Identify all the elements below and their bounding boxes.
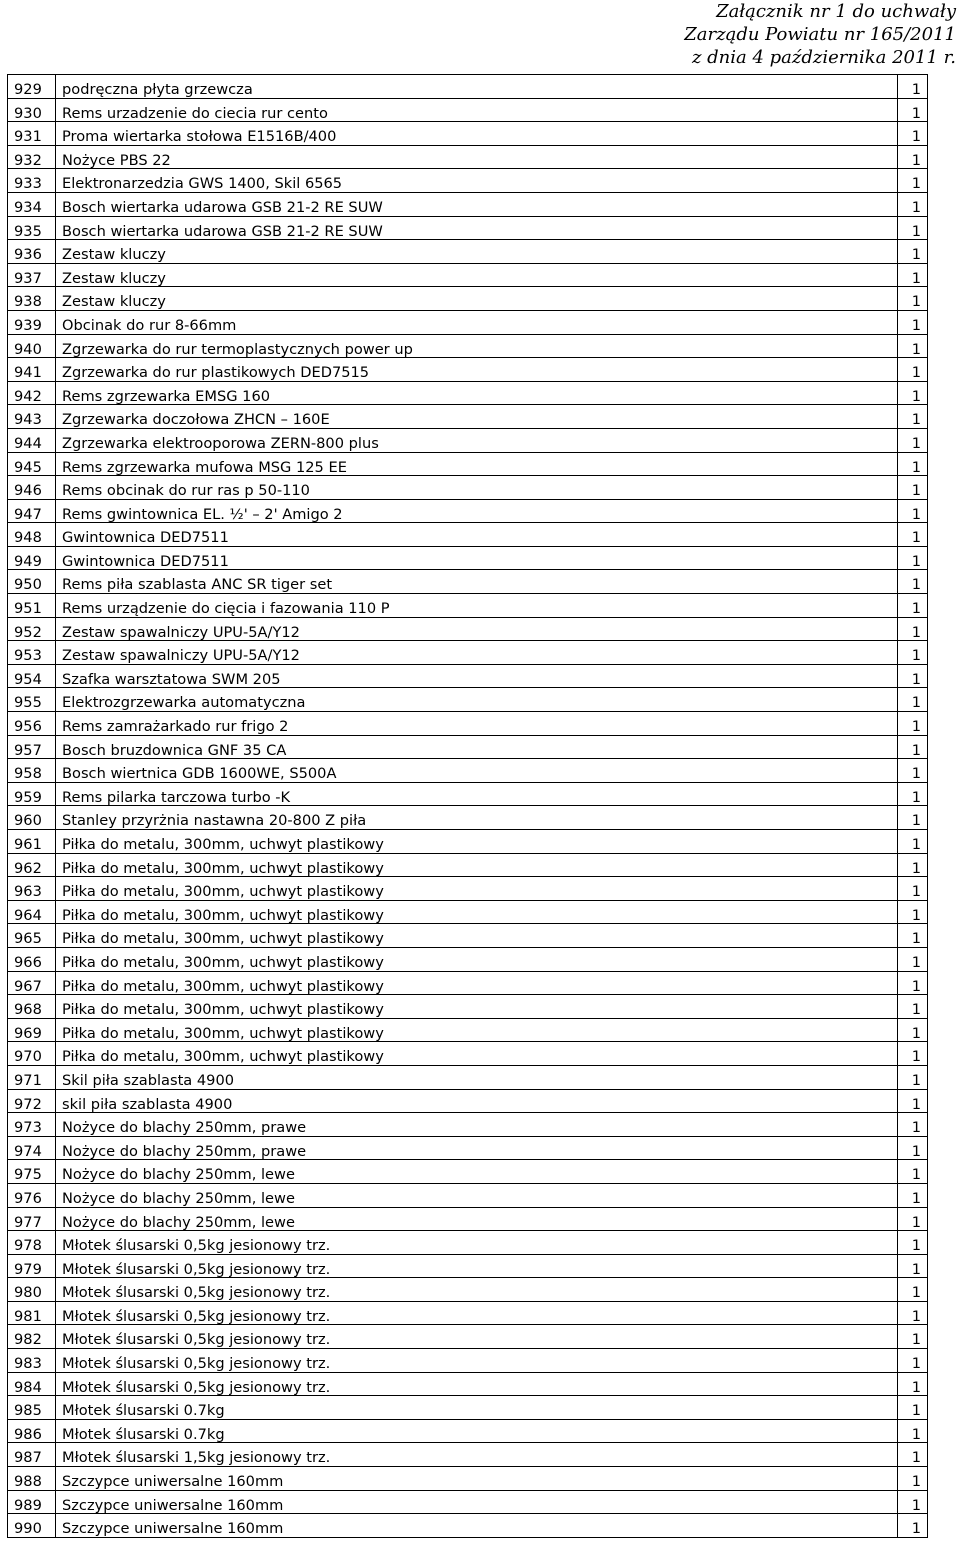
item-quantity: 1 <box>898 995 928 1019</box>
item-name: Nożyce do blachy 250mm, lewe <box>56 1160 898 1184</box>
item-name: Młotek ślusarski 0,5kg jesionowy trz. <box>56 1325 898 1349</box>
table-row <box>8 334 928 358</box>
table-row <box>8 452 928 476</box>
row-number: 979 <box>8 1254 56 1278</box>
item-quantity: 1 <box>898 1467 928 1491</box>
table-row <box>8 381 928 405</box>
item-name: Młotek ślusarski 0,5kg jesionowy trz. <box>56 1231 898 1255</box>
table-row <box>8 523 928 547</box>
item-name: Młotek ślusarski 0.7kg <box>56 1396 898 1420</box>
item-quantity: 1 <box>898 594 928 618</box>
item-name: Piłka do metalu, 300mm, uchwyt plastikowy <box>56 947 898 971</box>
item-quantity: 1 <box>898 806 928 830</box>
item-quantity: 1 <box>898 1372 928 1396</box>
item-quantity: 1 <box>898 122 928 146</box>
table-row <box>8 853 928 877</box>
table-row <box>8 428 928 452</box>
table-row <box>8 75 928 99</box>
item-quantity: 1 <box>898 1325 928 1349</box>
table-row <box>8 1372 928 1396</box>
table-row <box>8 1042 928 1066</box>
table-row <box>8 1490 928 1514</box>
item-quantity: 1 <box>898 1301 928 1325</box>
row-number: 963 <box>8 877 56 901</box>
item-name: Młotek ślusarski 0,5kg jesionowy trz. <box>56 1349 898 1373</box>
item-quantity: 1 <box>898 452 928 476</box>
row-number: 975 <box>8 1160 56 1184</box>
table-row <box>8 995 928 1019</box>
row-number: 929 <box>8 75 56 99</box>
item-name: Zgrzewarka doczołowa ZHCN – 160E <box>56 405 898 429</box>
item-name: Rems zamrażarkado rur frigo 2 <box>56 712 898 736</box>
row-number: 965 <box>8 924 56 948</box>
row-number: 934 <box>8 192 56 216</box>
item-quantity: 1 <box>898 853 928 877</box>
row-number: 986 <box>8 1419 56 1443</box>
table-row <box>8 216 928 240</box>
row-number: 968 <box>8 995 56 1019</box>
item-name: Zestaw spawalniczy UPU-5A/Y12 <box>56 617 898 641</box>
row-number: 956 <box>8 712 56 736</box>
table-row <box>8 1443 928 1467</box>
item-name: Młotek ślusarski 0.7kg <box>56 1419 898 1443</box>
item-quantity: 1 <box>898 334 928 358</box>
row-number: 937 <box>8 263 56 287</box>
table-row <box>8 240 928 264</box>
row-number: 951 <box>8 594 56 618</box>
item-name: Rems urzadzenie do ciecia rur cento <box>56 98 898 122</box>
item-quantity: 1 <box>898 240 928 264</box>
row-number: 959 <box>8 782 56 806</box>
item-quantity: 1 <box>898 570 928 594</box>
item-name: Proma wiertarka stołowa E1516B/400 <box>56 122 898 146</box>
attachment-header <box>636 0 956 69</box>
inventory-table-body <box>8 75 928 1538</box>
row-number: 969 <box>8 1018 56 1042</box>
row-number: 967 <box>8 971 56 995</box>
item-quantity: 1 <box>898 1113 928 1137</box>
row-number: 983 <box>8 1349 56 1373</box>
row-number: 990 <box>8 1514 56 1538</box>
item-name: Rems obcinak do rur ras p 50-110 <box>56 476 898 500</box>
table-row <box>8 1254 928 1278</box>
item-quantity: 1 <box>898 476 928 500</box>
item-quantity: 1 <box>898 169 928 193</box>
row-number: 973 <box>8 1113 56 1137</box>
row-number: 930 <box>8 98 56 122</box>
table-row <box>8 1065 928 1089</box>
row-number: 946 <box>8 476 56 500</box>
row-number: 960 <box>8 806 56 830</box>
row-number: 950 <box>8 570 56 594</box>
row-number: 931 <box>8 122 56 146</box>
table-row <box>8 664 928 688</box>
item-quantity: 1 <box>898 192 928 216</box>
table-row <box>8 546 928 570</box>
row-number: 972 <box>8 1089 56 1113</box>
row-number: 985 <box>8 1396 56 1420</box>
table-row <box>8 570 928 594</box>
item-name: skil piła szablasta 4900 <box>56 1089 898 1113</box>
item-quantity: 1 <box>898 1183 928 1207</box>
row-number: 939 <box>8 310 56 334</box>
table-row <box>8 1396 928 1420</box>
row-number: 962 <box>8 853 56 877</box>
item-quantity: 1 <box>898 641 928 665</box>
table-row <box>8 594 928 618</box>
table-row <box>8 1349 928 1373</box>
table-row <box>8 310 928 334</box>
item-quantity: 1 <box>898 1065 928 1089</box>
row-number: 989 <box>8 1490 56 1514</box>
row-number: 984 <box>8 1372 56 1396</box>
item-quantity: 1 <box>898 782 928 806</box>
item-quantity: 1 <box>898 428 928 452</box>
item-name: Szczypce uniwersalne 160mm <box>56 1514 898 1538</box>
table-row <box>8 287 928 311</box>
item-quantity: 1 <box>898 688 928 712</box>
item-quantity: 1 <box>898 971 928 995</box>
item-quantity: 1 <box>898 1207 928 1231</box>
row-number: 970 <box>8 1042 56 1066</box>
item-name: Piłka do metalu, 300mm, uchwyt plastikowy <box>56 830 898 854</box>
row-number: 942 <box>8 381 56 405</box>
row-number: 977 <box>8 1207 56 1231</box>
row-number: 940 <box>8 334 56 358</box>
item-name: Nożyce do blachy 250mm, prawe <box>56 1113 898 1137</box>
table-row <box>8 1183 928 1207</box>
item-name: Nożyce PBS 22 <box>56 145 898 169</box>
table-row <box>8 782 928 806</box>
item-name: Zgrzewarka do rur termoplastycznych power up <box>56 334 898 358</box>
item-quantity: 1 <box>898 1136 928 1160</box>
item-name: Bosch bruzdownica GNF 35 CA <box>56 735 898 759</box>
item-name: Nożyce do blachy 250mm, lewe <box>56 1183 898 1207</box>
row-number: 974 <box>8 1136 56 1160</box>
item-name: Rems piła szablasta ANC SR tiger set <box>56 570 898 594</box>
item-name: Piłka do metalu, 300mm, uchwyt plastikowy <box>56 971 898 995</box>
item-name: Piłka do metalu, 300mm, uchwyt plastikowy <box>56 1042 898 1066</box>
item-quantity: 1 <box>898 664 928 688</box>
item-quantity: 1 <box>898 712 928 736</box>
item-quantity: 1 <box>898 1514 928 1538</box>
row-number: 955 <box>8 688 56 712</box>
item-quantity: 1 <box>898 1231 928 1255</box>
item-quantity: 1 <box>898 1443 928 1467</box>
table-row <box>8 499 928 523</box>
row-number: 936 <box>8 240 56 264</box>
item-name: Szczypce uniwersalne 160mm <box>56 1490 898 1514</box>
table-row <box>8 405 928 429</box>
item-name: Szczypce uniwersalne 160mm <box>56 1467 898 1491</box>
item-quantity: 1 <box>898 1278 928 1302</box>
row-number: 933 <box>8 169 56 193</box>
row-number: 954 <box>8 664 56 688</box>
item-name: Zestaw kluczy <box>56 263 898 287</box>
row-number: 981 <box>8 1301 56 1325</box>
item-name: Piłka do metalu, 300mm, uchwyt plastikowy <box>56 924 898 948</box>
table-row <box>8 1207 928 1231</box>
item-name: Elektronarzedzia GWS 1400, Skil 6565 <box>56 169 898 193</box>
row-number: 961 <box>8 830 56 854</box>
table-row <box>8 735 928 759</box>
item-quantity: 1 <box>898 310 928 334</box>
item-quantity: 1 <box>898 145 928 169</box>
item-quantity: 1 <box>898 98 928 122</box>
item-quantity: 1 <box>898 381 928 405</box>
row-number: 935 <box>8 216 56 240</box>
item-name: Młotek ślusarski 0,5kg jesionowy trz. <box>56 1301 898 1325</box>
item-name: Rems gwintownica EL. ½' – 2' Amigo 2 <box>56 499 898 523</box>
table-row <box>8 1136 928 1160</box>
item-quantity: 1 <box>898 900 928 924</box>
attachment-title: Załącznik nr 1 do uchwały <box>716 1 956 22</box>
table-row <box>8 98 928 122</box>
item-quantity: 1 <box>898 1089 928 1113</box>
row-number: 948 <box>8 523 56 547</box>
item-name: Zestaw spawalniczy UPU-5A/Y12 <box>56 641 898 665</box>
row-number: 980 <box>8 1278 56 1302</box>
table-row <box>8 1419 928 1443</box>
table-row <box>8 688 928 712</box>
item-name: Gwintownica DED7511 <box>56 546 898 570</box>
row-number: 938 <box>8 287 56 311</box>
item-name: Bosch wiertarka udarowa GSB 21-2 RE SUW <box>56 192 898 216</box>
table-row <box>8 1278 928 1302</box>
item-quantity: 1 <box>898 1490 928 1514</box>
table-row <box>8 806 928 830</box>
item-name: Gwintownica DED7511 <box>56 523 898 547</box>
item-name: Rems urządzenie do cięcia i fazowania 110 P <box>56 594 898 618</box>
table-row <box>8 1514 928 1538</box>
item-name: Stanley przyrżnia nastawna 20-800 Z piła <box>56 806 898 830</box>
item-name: Rems zgrzewarka mufowa MSG 125 EE <box>56 452 898 476</box>
resolution-date: z dnia 4 października 2011 r. <box>691 47 956 68</box>
table-row <box>8 358 928 382</box>
item-quantity: 1 <box>898 1349 928 1373</box>
table-row <box>8 122 928 146</box>
table-row <box>8 1113 928 1137</box>
table-row <box>8 1325 928 1349</box>
inventory-table <box>7 74 928 1538</box>
item-name: Młotek ślusarski 0,5kg jesionowy trz. <box>56 1278 898 1302</box>
table-row <box>8 1301 928 1325</box>
item-quantity: 1 <box>898 617 928 641</box>
item-name: Młotek ślusarski 1,5kg jesionowy trz. <box>56 1443 898 1467</box>
table-row <box>8 900 928 924</box>
row-number: 932 <box>8 145 56 169</box>
row-number: 964 <box>8 900 56 924</box>
row-number: 941 <box>8 358 56 382</box>
item-name: Bosch wiertarka udarowa GSB 21-2 RE SUW <box>56 216 898 240</box>
table-row <box>8 641 928 665</box>
item-name: Zgrzewarka do rur plastikowych DED7515 <box>56 358 898 382</box>
item-quantity: 1 <box>898 830 928 854</box>
item-name: Rems pilarka tarczowa turbo -K <box>56 782 898 806</box>
item-quantity: 1 <box>898 877 928 901</box>
row-number: 957 <box>8 735 56 759</box>
table-row <box>8 1231 928 1255</box>
table-row <box>8 759 928 783</box>
resolution-number: Zarządu Powiatu nr 165/2011 <box>684 24 956 45</box>
item-quantity: 1 <box>898 1396 928 1420</box>
table-row <box>8 830 928 854</box>
item-quantity: 1 <box>898 523 928 547</box>
table-row <box>8 476 928 500</box>
row-number: 976 <box>8 1183 56 1207</box>
item-quantity: 1 <box>898 735 928 759</box>
table-row <box>8 877 928 901</box>
table-row <box>8 192 928 216</box>
row-number: 949 <box>8 546 56 570</box>
item-name: Nożyce do blachy 250mm, prawe <box>56 1136 898 1160</box>
item-name: Młotek ślusarski 0,5kg jesionowy trz. <box>56 1372 898 1396</box>
table-row <box>8 145 928 169</box>
row-number: 945 <box>8 452 56 476</box>
item-quantity: 1 <box>898 1018 928 1042</box>
item-name: Piłka do metalu, 300mm, uchwyt plastikowy <box>56 900 898 924</box>
item-name: podręczna płyta grzewcza <box>56 75 898 99</box>
table-row <box>8 1467 928 1491</box>
item-quantity: 1 <box>898 75 928 99</box>
item-name: Piłka do metalu, 300mm, uchwyt plastikowy <box>56 995 898 1019</box>
item-name: Szafka warsztatowa SWM 205 <box>56 664 898 688</box>
item-name: Nożyce do blachy 250mm, lewe <box>56 1207 898 1231</box>
row-number: 971 <box>8 1065 56 1089</box>
row-number: 943 <box>8 405 56 429</box>
item-name: Zestaw kluczy <box>56 287 898 311</box>
row-number: 958 <box>8 759 56 783</box>
row-number: 947 <box>8 499 56 523</box>
item-quantity: 1 <box>898 759 928 783</box>
item-quantity: 1 <box>898 1419 928 1443</box>
row-number: 987 <box>8 1443 56 1467</box>
item-name: Obcinak do rur 8-66mm <box>56 310 898 334</box>
item-name: Rems zgrzewarka EMSG 160 <box>56 381 898 405</box>
item-quantity: 1 <box>898 263 928 287</box>
row-number: 944 <box>8 428 56 452</box>
row-number: 966 <box>8 947 56 971</box>
item-name: Młotek ślusarski 0,5kg jesionowy trz. <box>56 1254 898 1278</box>
row-number: 978 <box>8 1231 56 1255</box>
item-quantity: 1 <box>898 1042 928 1066</box>
item-name: Zgrzewarka elektrooporowa ZERN-800 plus <box>56 428 898 452</box>
item-quantity: 1 <box>898 546 928 570</box>
table-row <box>8 712 928 736</box>
item-name: Bosch wiertnica GDB 1600WE, S500A <box>56 759 898 783</box>
item-quantity: 1 <box>898 216 928 240</box>
table-row <box>8 169 928 193</box>
row-number: 982 <box>8 1325 56 1349</box>
item-quantity: 1 <box>898 287 928 311</box>
item-quantity: 1 <box>898 358 928 382</box>
item-quantity: 1 <box>898 1160 928 1184</box>
table-row <box>8 1160 928 1184</box>
item-name: Zestaw kluczy <box>56 240 898 264</box>
item-quantity: 1 <box>898 499 928 523</box>
item-name: Piłka do metalu, 300mm, uchwyt plastikowy <box>56 1018 898 1042</box>
table-row <box>8 947 928 971</box>
table-row <box>8 924 928 948</box>
row-number: 952 <box>8 617 56 641</box>
table-row <box>8 1089 928 1113</box>
item-name: Skil piła szablasta 4900 <box>56 1065 898 1089</box>
row-number: 953 <box>8 641 56 665</box>
table-row <box>8 263 928 287</box>
table-row <box>8 617 928 641</box>
item-name: Piłka do metalu, 300mm, uchwyt plastikowy <box>56 853 898 877</box>
table-row <box>8 1018 928 1042</box>
item-quantity: 1 <box>898 924 928 948</box>
item-name: Elektrozgrzewarka automatyczna <box>56 688 898 712</box>
table-row <box>8 971 928 995</box>
item-quantity: 1 <box>898 947 928 971</box>
item-quantity: 1 <box>898 1254 928 1278</box>
item-quantity: 1 <box>898 405 928 429</box>
row-number: 988 <box>8 1467 56 1491</box>
item-name: Piłka do metalu, 300mm, uchwyt plastikowy <box>56 877 898 901</box>
